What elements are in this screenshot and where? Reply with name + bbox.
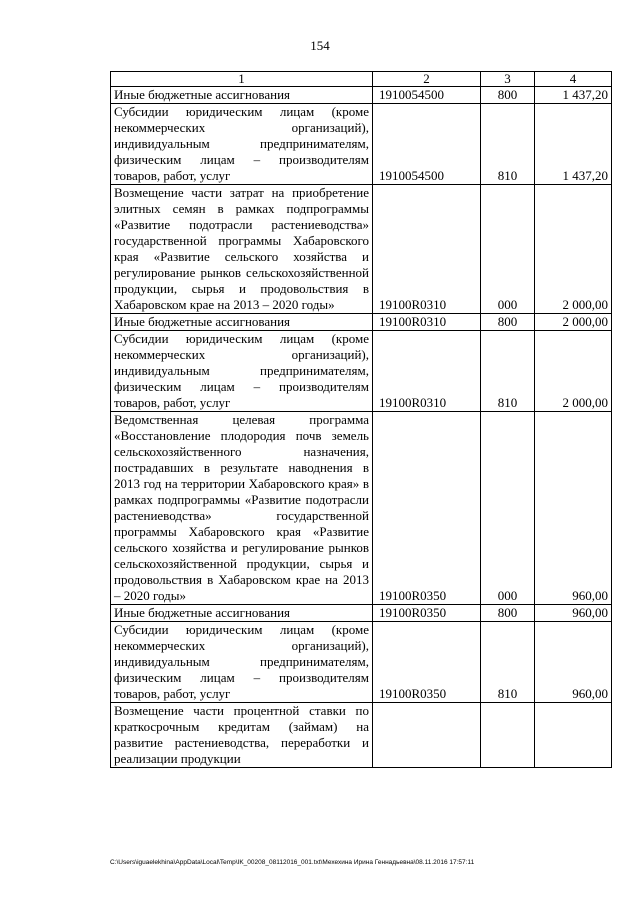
- header-cell-3: 3: [481, 72, 535, 87]
- table-row: [111, 622, 612, 703]
- table-row: [111, 605, 612, 622]
- table-row: [111, 87, 612, 104]
- row-expense-type: 800: [481, 87, 535, 104]
- row-description: Иные бюджетные ассигнования: [111, 314, 373, 331]
- row-amount: 960,00: [535, 412, 612, 605]
- row-amount: 1 437,20: [535, 87, 612, 104]
- row-description: Субсидии юридическим лицам (кроме некоммерческих организаций), индивидуальным предпринимателям, физическим лицам – производителям товаров, работ, услуг: [111, 331, 373, 412]
- row-code: 1910054500: [373, 104, 481, 185]
- table-row: [111, 185, 612, 314]
- header-row: [111, 72, 612, 87]
- row-code: 1910054500: [373, 87, 481, 104]
- table-row: [111, 104, 612, 185]
- row-expense-type: 000: [481, 412, 535, 605]
- row-expense-type: 810: [481, 331, 535, 412]
- header-cell-4: 4: [535, 72, 612, 87]
- table-row: [111, 412, 612, 605]
- row-description: Иные бюджетные ассигнования: [111, 87, 373, 104]
- row-expense-type: [481, 703, 535, 768]
- row-expense-type: 000: [481, 185, 535, 314]
- row-amount: [535, 703, 612, 768]
- table-row: [111, 314, 612, 331]
- row-description: Субсидии юридическим лицам (кроме некоммерческих организаций), индивидуальным предпринимателям, физическим лицам – производителям товаров, работ, услуг: [111, 104, 373, 185]
- row-amount: 960,00: [535, 605, 612, 622]
- row-description: Иные бюджетные ассигнования: [111, 605, 373, 622]
- row-description: Субсидии юридическим лицам (кроме некоммерческих организаций), индивидуальным предпринимателям, физическим лицам – производителям товаров, работ, услуг: [111, 622, 373, 703]
- row-code: 19100R0310: [373, 314, 481, 331]
- header-cell-1: 1: [111, 72, 373, 87]
- budget-table: [110, 71, 612, 768]
- row-expense-type: 810: [481, 104, 535, 185]
- row-expense-type: 810: [481, 622, 535, 703]
- row-description: Возмещение части процентной ставки по краткосрочным кредитам (займам) на развитие растениеводства, переработки и реализации продукции: [111, 703, 373, 768]
- row-amount: 2 000,00: [535, 314, 612, 331]
- row-code: 19100R0350: [373, 605, 481, 622]
- row-code: [373, 703, 481, 768]
- row-expense-type: 800: [481, 314, 535, 331]
- row-code: 19100R0350: [373, 412, 481, 605]
- file-path-footer: C:\Users\iguaelekhina\AppData\Local\Temp\IK_00208_08112016_001.txt\Мехехина Ирина Геннадьевна\08.11.2016 17:57:11: [110, 859, 475, 866]
- row-expense-type: 800: [481, 605, 535, 622]
- header-cell-2: 2: [373, 72, 481, 87]
- row-amount: 2 000,00: [535, 331, 612, 412]
- row-amount: 2 000,00: [535, 185, 612, 314]
- row-code: 19100R0350: [373, 622, 481, 703]
- row-description: Ведомственная целевая программа «Восстановление плодородия почв земель сельскохозяйственного назначения, пострадавших в результате наводнения в 2013 год на территории Хабаровского края» в рамках подпрограммы «Развитие подотрасли растениеводства» государственной программы Хабаровского края «Развитие сельского хозяйства и регулирование рынков сельскохозяйственной продукции, сырья и продовольствия в Хабаровском крае на 2013 – 2020 годы»: [111, 412, 373, 605]
- page-number: 154: [310, 38, 330, 53]
- row-amount: 1 437,20: [535, 104, 612, 185]
- row-code: 19100R0310: [373, 185, 481, 314]
- table-row: [111, 703, 612, 768]
- row-amount: 960,00: [535, 622, 612, 703]
- table-row: [111, 331, 612, 412]
- row-code: 19100R0310: [373, 331, 481, 412]
- row-description: Возмещение части затрат на приобретение элитных семян в рамках подпрограммы «Развитие подотрасли растениеводства» государственной программы Хабаровского края «Развитие сельского хозяйства и регулирование рынков сельскохозяйственной продукции, сырья и продовольствия в Хабаровском крае на 2013 – 2020 годы»: [111, 185, 373, 314]
